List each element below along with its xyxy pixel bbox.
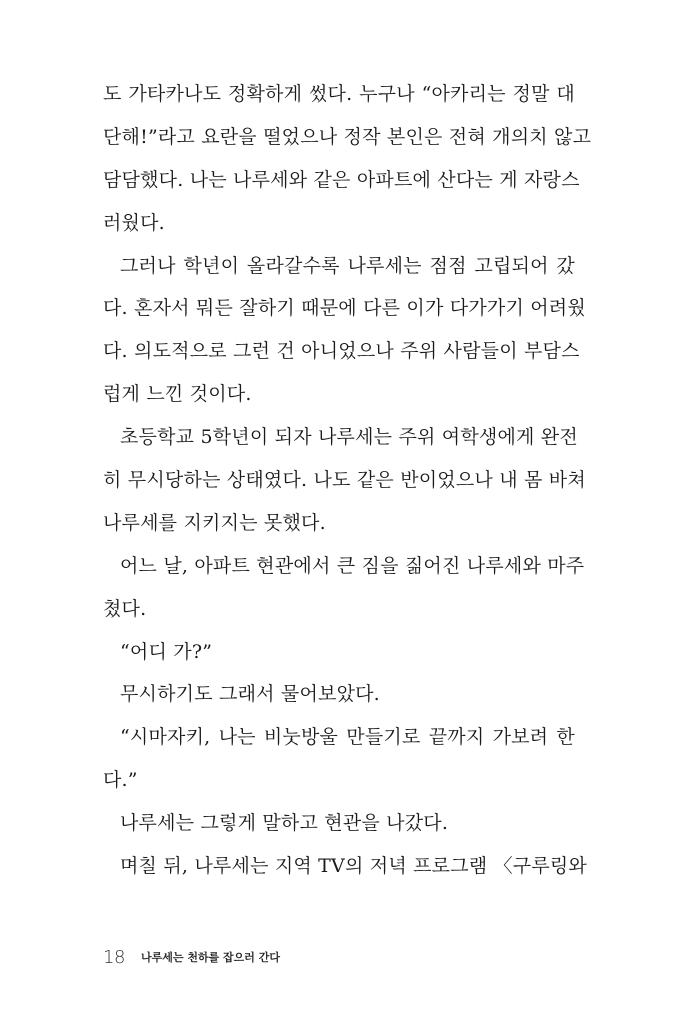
page-footer: [103, 945, 280, 969]
body-text: [103, 73, 592, 888]
text-line: 다.”: [103, 769, 138, 792]
text-line: 러웠다.: [103, 211, 165, 234]
text-line: 쳤다.: [103, 597, 147, 620]
text-line: 무시하기도 그래서 물어보았다.: [120, 683, 380, 706]
text-line: 단해!”라고 요란을 떨었으나 정작 본인은 전혀 개의치 않고: [103, 125, 592, 148]
text-line: 다. 의도적으로 그런 건 아니었으나 주위 사람들이 부담스: [103, 340, 580, 363]
text-line: 다. 혼자서 뭐든 잘하기 때문에 다른 이가 다가가기 어려웠: [103, 297, 586, 320]
text-line: 나루세를 지키지는 못했다.: [103, 511, 326, 534]
page-number: 18: [103, 946, 125, 968]
text-line: 도 가타카나도 정확하게 썼다. 누구나 “아카리는 정말 대: [103, 83, 575, 105]
text-line: 어느 날, 아파트 현관에서 큰 짐을 짊어진 나루세와 마주: [120, 554, 585, 577]
text-line: 나루세는 그렇게 말하고 현관을 나갔다.: [120, 812, 449, 835]
text-line: 담담했다. 나는 나루세와 같은 아파트에 산다는 게 자랑스: [103, 168, 580, 191]
text-line: 럽게 느낀 것이다.: [103, 383, 252, 406]
text-line: 초등학교 5학년이 되자 나루세는 주위 여학생에게 완전: [120, 426, 578, 449]
running-title: 나루세는 천하를 잡으러 간다: [141, 951, 280, 964]
text-line: 히 무시당하는 상태였다. 나도 같은 반이었으나 내 몸 바쳐: [103, 469, 586, 492]
text-line: “시마자키, 나는 비눗방울 만들기로 끝까지 가보려 한: [120, 726, 575, 749]
text-line: “어디 가?”: [120, 640, 213, 663]
text-line: 며칠 뒤, 나루세는 지역 TV의 저녁 프로그램 〈구루링와: [120, 855, 587, 878]
text-line: 그러나 학년이 올라갈수록 나루세는 점점 고립되어 갔: [120, 254, 575, 277]
